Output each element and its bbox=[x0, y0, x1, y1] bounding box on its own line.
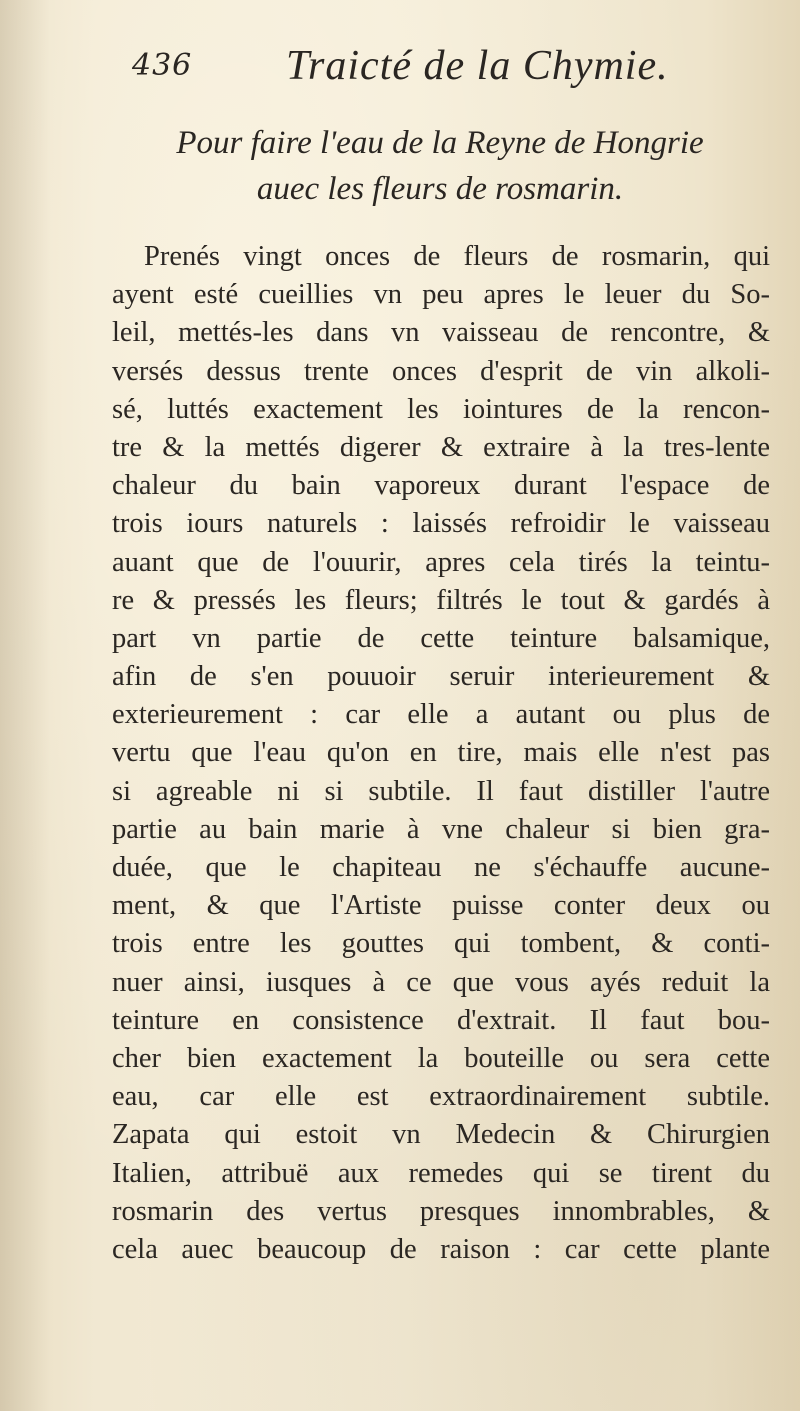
text-line: re & pressés les fleurs; filtrés le tout & gardés à bbox=[112, 584, 770, 616]
text-line: trois entre les gouttes qui tombent, & conti- bbox=[112, 928, 770, 960]
page-header bbox=[118, 38, 758, 98]
text-line: si agreable ni si subtile. Il faut distiller l'autre bbox=[112, 775, 770, 807]
text-line: sé, luttés exactement les iointures de la rencon- bbox=[112, 393, 770, 425]
text-line: versés dessus trente onces d'esprit de vin alkoli- bbox=[112, 355, 770, 387]
text-line: part vn partie de cette teinture balsamique, bbox=[112, 622, 770, 654]
text-line: chaleur du bain vaporeux durant l'espace de bbox=[112, 470, 770, 502]
text-line: Zapata qui estoit vn Medecin & Chirurgien bbox=[112, 1119, 770, 1151]
text-line: trois iours naturels : laissés refroidir le vaisseau bbox=[112, 508, 770, 540]
heading-line: Pour faire l'eau de la Reyne de Hongrie bbox=[176, 125, 704, 161]
text-line: leil, mettés-les dans vn vaisseau de rencontre, & bbox=[112, 317, 770, 349]
text-line: auant que de l'ouurir, apres cela tirés la teintu- bbox=[112, 546, 770, 578]
text-line: tre & la mettés digerer & extraire à la tres-lente bbox=[112, 431, 770, 463]
text-line: exterieurement : car elle a autant ou plus de bbox=[112, 699, 770, 731]
body-paragraph bbox=[112, 238, 770, 1269]
text-line: vertu que l'eau qu'on en tire, mais elle n'est pas bbox=[112, 737, 770, 769]
text-line: Prenés vingt onces de fleurs de rosmarin, qui bbox=[144, 241, 770, 272]
text-line: cela auec beaucoup de raison : car cette plante bbox=[112, 1233, 770, 1265]
running-title: Traicté de la Chymie. bbox=[286, 43, 669, 89]
text-line: cher bien exactement la bouteille ou sera cette bbox=[112, 1042, 770, 1074]
section-heading bbox=[110, 120, 770, 212]
page-number: 436 bbox=[132, 48, 193, 83]
text-line: afin de s'en pouuoir seruir interieurement & bbox=[112, 661, 770, 693]
text-line: duée, que le chapiteau ne s'échauffe aucune- bbox=[112, 852, 770, 883]
text-line: ayent esté cueillies vn peu apres le leuer du So- bbox=[112, 279, 770, 311]
text-line: rosmarin des vertus presques innombrables, & bbox=[112, 1195, 770, 1227]
text-line: teinture en consistence d'extrait. Il faut bou- bbox=[112, 1004, 770, 1036]
text-line: partie au bain marie à vne chaleur si bien gra- bbox=[112, 813, 770, 845]
spine-shadow bbox=[0, 0, 50, 1411]
text-line: Italien, attribuë aux remedes qui se tirent du bbox=[112, 1157, 770, 1189]
text-line: ment, & que l'Artiste puisse conter deux ou bbox=[112, 890, 770, 922]
heading-line: auec les fleurs de rosmarin. bbox=[256, 171, 624, 207]
text-line: eau, car elle est extraordinairement subtile. bbox=[112, 1081, 770, 1113]
text-line: nuer ainsi, iusques à ce que vous ayés reduit la bbox=[112, 966, 770, 998]
